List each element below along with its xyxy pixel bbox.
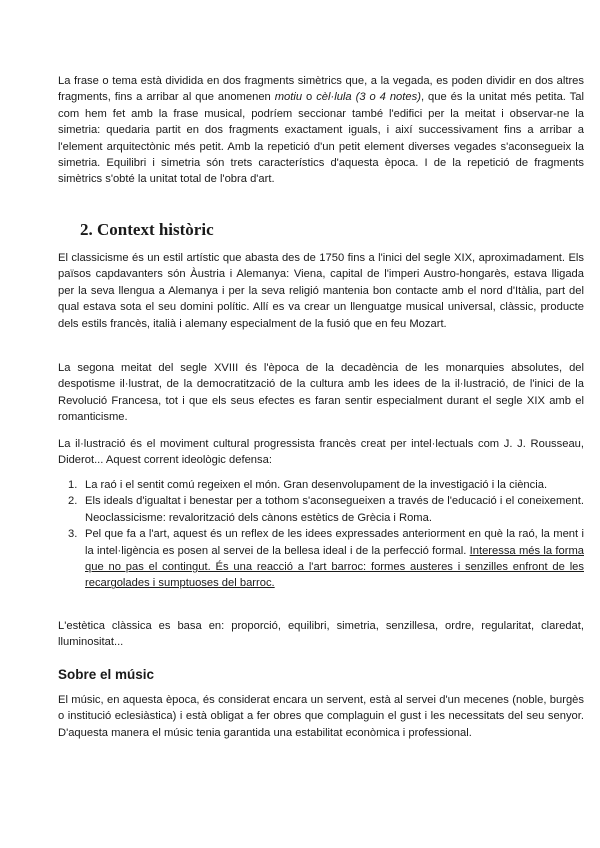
- aesthetics-paragraph: L'estètica clàssica es basa en: proporció, equilibri, simetria, senzillesa, ordre, regularitat, claredat, lluminositat...: [58, 620, 584, 649]
- intro-text-o: o: [302, 91, 317, 104]
- list-item-number: 2.: [68, 495, 78, 508]
- context-paragraph-1: El classicisme és un estil artístic que abasta des de 1750 fins a l'inici del segle XIX, aproximadament. Els països capdavanters són Àustria i Alemanya: Viena, capital de l'imperi Austro-hongarès, estava lligada per la seva llengua a Alemanya i per la seva religió mantenia bon contacte amb el nord d'Itàlia, part del qual estava sota el seu domini polític. Allí es va crear un llenguatge musical universal, clàssic, producte dels estils francès, italià i alemany especialment de la fusió que en feu Mozart.: [58, 252, 584, 330]
- list-item-underlined-text: Interessa més la forma que no pas el contingut. És una reacció a l'art barroc: formes austeres i senzilles enfront de les recargolades i sumptuoses del barroc.: [85, 544, 584, 590]
- section-heading-context: 2. Context històric: [80, 220, 214, 239]
- term-motiu: motiu: [274, 91, 303, 104]
- context-paragraph-2: La segona meitat del segle XVIII és l'època de la decadència de les monarquies absolutes, del despotisme il·lustrat, de la democratització de la cultura amb les idees de la il·lustració, de l'inici de la Revolució Francesa, tot i que els seus efectes es faran sentir especialment durant el segle XIX amb el romanticisme.: [58, 362, 584, 424]
- ideas-list: [58, 477, 584, 592]
- list-item: [58, 493, 584, 526]
- list-item-text: Pel que fa a l'art, aquest és un reflex de les idees expressades anteriorment en què la raó, la ment i la intel·ligència es posen al servei de la bellesa ideal i de la perfecció formal.: [85, 528, 584, 557]
- list-item-number: 3.: [68, 528, 78, 541]
- intro-text-a: La frase o tema està dividida en dos fragments simètrics que, a la vegada, es poden dividir en dos altres fragments, fins a arribar al que anomenen: [58, 75, 584, 104]
- intro-paragraph: [58, 73, 584, 188]
- context-paragraph-3: La il·lustració és el moviment cultural progressista francès creat per intel·lectuals com J. J. Rousseau, Diderot... Aquest corrent ideològic defensa:: [58, 438, 584, 467]
- list-item: [58, 526, 584, 592]
- term-cellula: cèl·lula (3 o 4 notes): [316, 91, 421, 104]
- list-item-text: Els ideals d'igualtat i benestar per a tothom s'aconsegueixen a través de l'educació i el coneixement. Neoclassicisme: revalorització dels cànons estètics de Grècia i Roma.: [85, 495, 584, 524]
- section-heading-musician: Sobre el músic: [58, 667, 155, 682]
- intro-text-b: , que és la unitat més petita. Tal com hem fet amb la frase musical, podríem seccionar també l'edifici per la meitat i observar-ne la simetria: quedaria partit en dos fragments exactament iguals, i així successivament fins a arribar a l'element arquitectònic més petit. Amb la repetició d'un petit element diverses vegades s'aconsegueix la simetria. Equilibri i simetria són trets característics d'aquesta època. I de la repetició de fragments simètrics s'obté la unitat total de l'obra d'art.: [58, 91, 584, 186]
- list-item-text: La raó i el sentit comú regeixen el món. Gran desenvolupament de la investigació i la ciència.: [85, 479, 548, 491]
- musician-paragraph: El músic, en aquesta època, és considerat encara un servent, està al servei d'un mecenes (noble, burgès o institució eclesiàstica) i està obligat a fer obres que complaguin el gust i les necessitats del seu senyor. D'aquesta manera el músic tenia garantida una estabilitat econòmica i professional.: [58, 694, 584, 739]
- list-item: [58, 477, 584, 493]
- list-item-number: 1.: [68, 479, 78, 491]
